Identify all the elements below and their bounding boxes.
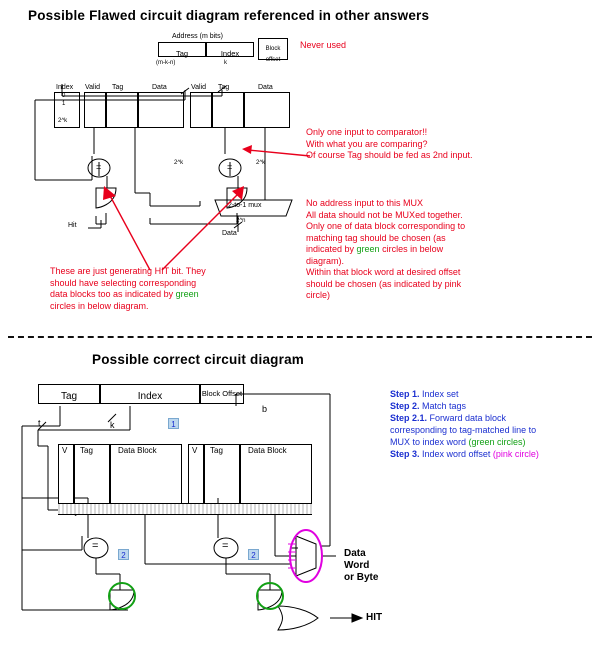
mux-label: 2-to-1 mux bbox=[228, 202, 262, 209]
mux-note-line-5: indicated by green circles in below bbox=[306, 244, 444, 254]
step-1 bbox=[390, 388, 595, 400]
mux-output-line-2: Word bbox=[344, 560, 370, 571]
top-comparator-2-glyph: = bbox=[227, 162, 233, 172]
way1-valid-header: Valid bbox=[85, 84, 101, 91]
bottom-tag-label: Tag bbox=[60, 391, 78, 402]
step-3-bold: Step 3. bbox=[390, 449, 420, 459]
way1-tag-col bbox=[106, 92, 138, 128]
step-2-1 bbox=[390, 412, 595, 424]
mux-data-label: Data bbox=[222, 230, 237, 237]
mux-note-line-6: diagram). bbox=[306, 255, 345, 266]
bottom-way1-v-header: V bbox=[62, 446, 68, 455]
step-2-1-bold: Step 2.1. bbox=[390, 413, 428, 423]
green-circles-ref-1: green bbox=[356, 244, 380, 254]
step-green-note: (green circles) bbox=[468, 437, 526, 447]
way2-tag-col bbox=[212, 92, 244, 128]
index-row-last: 2^k bbox=[58, 118, 68, 124]
way2-data-col bbox=[244, 92, 290, 128]
bottom-comparator-2-glyph: = bbox=[222, 540, 229, 552]
step-marker-1: 1 bbox=[168, 418, 179, 429]
k-bits-label: k bbox=[110, 420, 115, 430]
mux-note-line-1: No address input to this MUX bbox=[306, 198, 424, 208]
way1-valid-col bbox=[84, 92, 106, 128]
bottom-index-label: Index bbox=[137, 391, 163, 402]
hit-note-line-4: circles in below diagram. bbox=[50, 300, 149, 311]
hit-note-line-2: should have selecting corresponding bbox=[50, 277, 197, 288]
step-1-text: Index set bbox=[419, 389, 459, 399]
address-block-offset-field bbox=[258, 38, 288, 63]
step-2-1-text: Forward data block bbox=[427, 413, 507, 423]
way2-data-header: Data bbox=[258, 84, 273, 91]
way2-valid-col bbox=[190, 92, 212, 128]
address-index-label: Index bbox=[220, 49, 240, 58]
index-row-0: 0 bbox=[62, 93, 66, 99]
bottom-comparator-1-glyph: = bbox=[92, 540, 99, 552]
bottom-tag-field bbox=[38, 384, 100, 404]
mux-note-line-2: All data should not be MUXed together. bbox=[306, 209, 463, 220]
way1-data-header: Data bbox=[152, 84, 167, 91]
tag-bits-label: (m-k-n) bbox=[156, 60, 176, 66]
comparator-note-line-1: Only one input to comparator!! bbox=[306, 127, 428, 137]
never-used-note: Never used bbox=[300, 40, 347, 50]
step-marker-2b: 2 bbox=[248, 549, 259, 560]
step-2-1-cont-1: corresponding to tag-matched line to bbox=[390, 425, 537, 435]
step-2-text: Match tags bbox=[419, 401, 467, 411]
bottom-block-offset-field bbox=[200, 384, 244, 404]
bottom-hit-label: HIT bbox=[366, 612, 383, 623]
t-bits-label: t bbox=[38, 418, 41, 428]
step-1-bold: Step 1. bbox=[390, 389, 420, 399]
mux-note-line-3: Only one of data block corresponding to bbox=[306, 221, 466, 231]
address-tag-field bbox=[158, 42, 206, 57]
index-row-1: 1 bbox=[62, 101, 66, 107]
bottom-block-offset-label: Block Offset bbox=[201, 389, 243, 398]
step-marker-2a: 2 bbox=[118, 549, 129, 560]
bottom-way1-tag-header: Tag bbox=[80, 446, 93, 455]
top-comparator-1-glyph: = bbox=[96, 162, 102, 172]
comparator-note-line-2: With what you are comparing? bbox=[306, 138, 428, 149]
mux-output-line-1: Data bbox=[344, 548, 366, 559]
mux-note-line-9: circle) bbox=[306, 290, 330, 300]
bottom-index-field bbox=[100, 384, 200, 404]
address-block-offset-label: Block offset bbox=[265, 46, 281, 63]
b-bits-label: b bbox=[262, 404, 268, 414]
bottom-way1-data-header: Data Block bbox=[118, 446, 157, 455]
way2-pow-label: 2^k bbox=[256, 160, 266, 166]
steps-list bbox=[390, 388, 595, 460]
mux-note bbox=[306, 198, 586, 302]
bottom-way2-data-header: Data Block bbox=[248, 446, 287, 455]
way2-valid-header: Valid bbox=[191, 84, 207, 91]
address-index-field bbox=[206, 42, 254, 57]
comparator-note bbox=[306, 127, 576, 162]
way1-pow-label: 2^k bbox=[174, 160, 184, 166]
way1-data-col bbox=[138, 92, 184, 128]
address-tag-label: Tag bbox=[175, 49, 189, 58]
step-2-1-cont-2: MUX to index word (green circles) bbox=[390, 437, 526, 447]
section-divider bbox=[8, 336, 592, 338]
selected-row-highlight bbox=[58, 503, 312, 515]
hit-note-line-1: These are just generating HIT bit. They bbox=[50, 266, 206, 276]
index-bits-label: k bbox=[224, 60, 227, 66]
mux-output-line-3: or Byte bbox=[344, 572, 379, 583]
bottom-way2-tag-header: Tag bbox=[210, 446, 223, 455]
comparator-note-line-3: Of course Tag should be fed as 2nd input. bbox=[306, 150, 473, 160]
address-bits-label: Address (m bits) bbox=[172, 33, 223, 40]
bottom-way2-v-header: V bbox=[192, 446, 198, 455]
way1-tag-header: Tag bbox=[112, 84, 124, 91]
bottom-diagram-title: Possible correct circuit diagram bbox=[92, 352, 304, 367]
mux-note-line-7: Within that block word at desired offset bbox=[306, 267, 461, 277]
green-circles-ref-2: green bbox=[175, 289, 199, 299]
step-pink-note: (pink circle) bbox=[492, 449, 539, 459]
mux-bits-label: 2^n bbox=[236, 218, 246, 224]
hit-label: Hit bbox=[68, 222, 77, 229]
step-2 bbox=[390, 400, 595, 412]
top-diagram-title: Possible Flawed circuit diagram referenced in other answers bbox=[28, 8, 430, 23]
step-3: Step 3. Index word offset (pink circle) bbox=[390, 449, 539, 459]
mux-note-line-8: should be chosen (as indicated by pink bbox=[306, 278, 462, 289]
mux-note-line-4: matching tag should be chosen (as bbox=[306, 232, 446, 243]
way2-tag-header: Tag bbox=[218, 84, 230, 91]
step-2-bold: Step 2. bbox=[390, 401, 420, 411]
hit-note-line-3: data blocks too as indicated by green bbox=[50, 289, 199, 299]
index-col-header: Index bbox=[56, 84, 74, 91]
hit-bit-note bbox=[50, 266, 300, 312]
mux-output-label bbox=[344, 548, 378, 584]
